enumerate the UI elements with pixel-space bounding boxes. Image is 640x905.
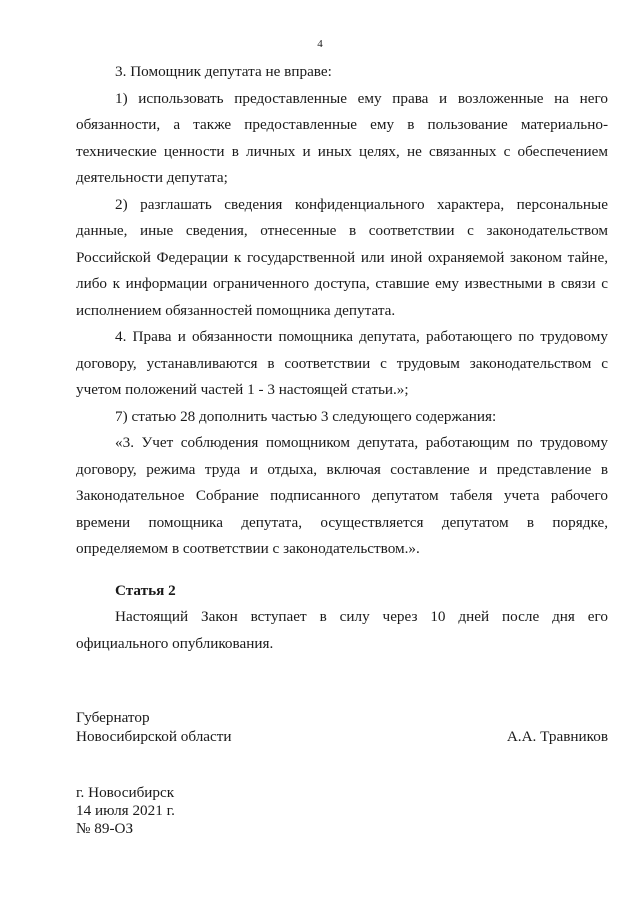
signatory-title: Губернатор	[76, 709, 150, 726]
paragraph-article-28-amendment: 7) статью 28 дополнить частью 3 следующего содержания:	[115, 407, 497, 425]
article-2-text: Настоящий Закон вступает в силу через 10 дней после дня его официального опубликования.	[76, 608, 608, 652]
footer-date: 14 июля 2021 г.	[76, 802, 175, 819]
page-number: 4	[317, 38, 323, 50]
paragraph-work-time-accounting: «3. Учет соблюдения помощником депутата, работающим по трудовому договору, режима труда и отдыха, включая составление и представление в Законодательное Собрание подписанного депутатом табеля учета рабочего времени помощника депутата, осуществляется депутатом в порядке, определяемом в соответствии с законодательством.».	[76, 434, 608, 557]
article-2-body	[76, 604, 608, 657]
signatory-name: А.А. Травников	[506, 728, 608, 745]
signature-row	[76, 727, 608, 746]
paragraph-restriction-2: 2) разглашать сведения конфиденциального характера, персональные данные, иные сведения, отнесенные в соответствии с законодательством Российской Федерации к государственной или иной охраняемой законом тайне, либо к информации ограниченного доступа, ставшие ему известными в связи с исполнением обязанностей помощника депутата.	[76, 195, 608, 319]
signatory-region: Новосибирской области	[76, 728, 232, 745]
footer-law-number: № 89-ОЗ	[76, 820, 134, 837]
footer-city: г. Новосибирск	[76, 784, 175, 801]
law-amendment-text	[76, 59, 608, 563]
paragraph-assistant-restrictions: 3. Помощник депутата не вправе:	[115, 63, 332, 80]
law-details	[76, 784, 175, 838]
article-2-heading: Статья 2	[115, 582, 176, 599]
paragraph-restriction-1: 1) использовать предоставленные ему права и возложенные на него обязанности, а также предоставленные ему в пользование материально-технические ценности в личных и иных целях, не связанных с обеспечением деятельности депутата;	[76, 89, 608, 186]
signature-block	[76, 708, 608, 746]
paragraph-rights-duties: 4. Права и обязанности помощника депутата, работающего по трудовому договору, устанавливаются в соответствии с трудовым законодательством с учетом положений частей 1 - 3 настоящей статьи.»;	[76, 328, 608, 398]
